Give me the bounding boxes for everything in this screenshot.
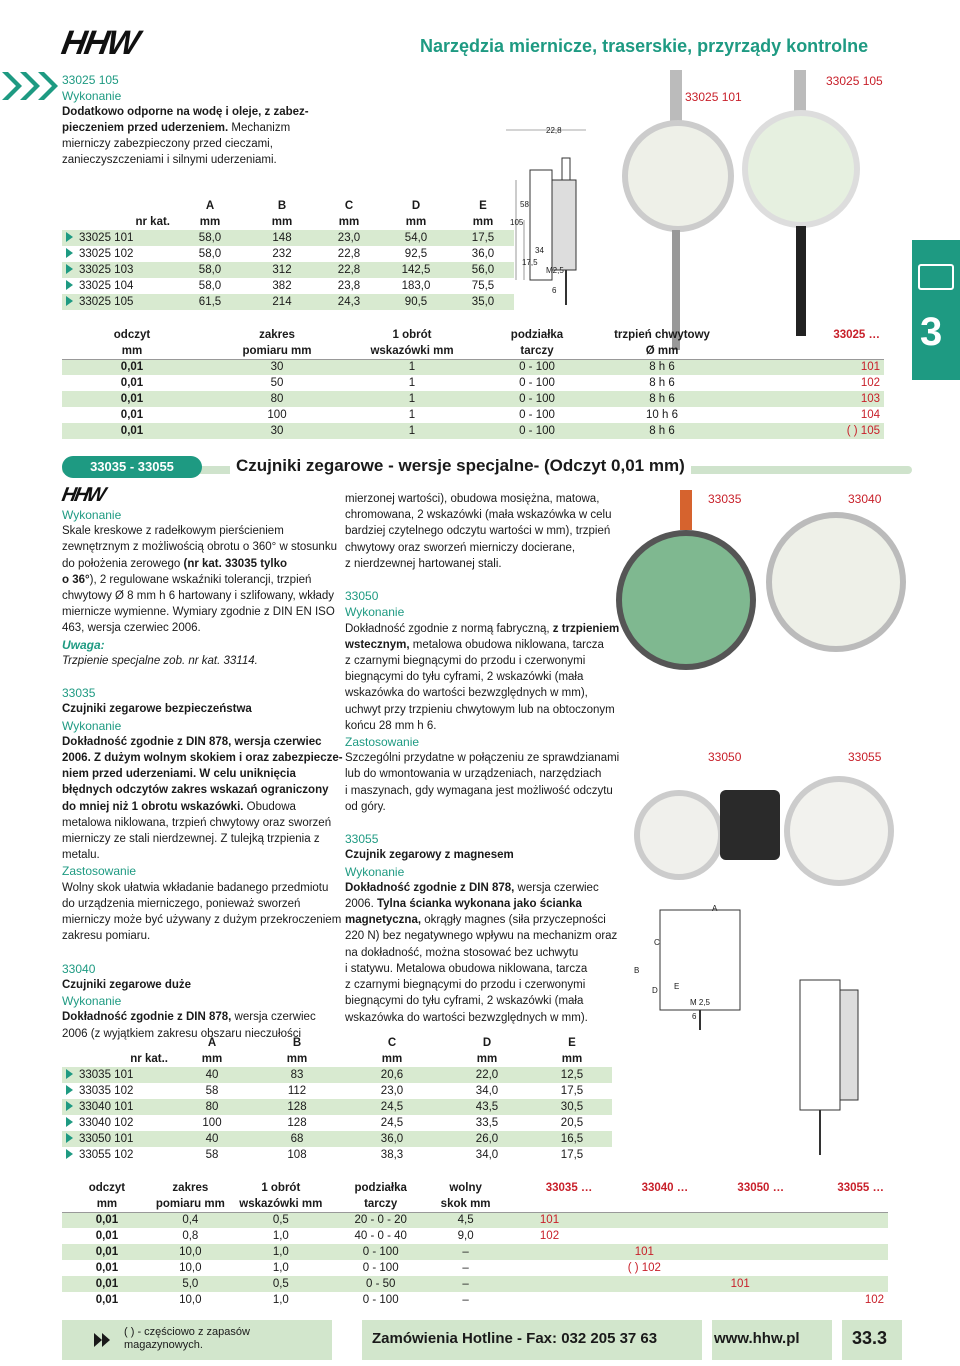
footer [62, 1320, 890, 1360]
intro-line: pieczeniem przed uderzeniem. Mechanizm [62, 122, 291, 134]
product-label-33025-105: 33025 105 [826, 74, 883, 88]
gauge-spindle [796, 226, 806, 336]
dimensions-table-33025 [62, 198, 514, 310]
dial-gauge-image [784, 776, 894, 886]
dim-label: 6 [552, 286, 557, 295]
col-letter: E [479, 200, 487, 212]
chevron-right-icon [92, 1332, 112, 1348]
gauge-body [720, 790, 780, 860]
page-number: 33.3 [852, 1328, 888, 1348]
section-code-pill: 33035 - 33055 [62, 456, 202, 478]
hhw-logo: HHW [60, 484, 106, 506]
table-row: 0,01 0,8 1,0 40 - 0 - 40 9,0 102 [95, 1230, 560, 1242]
table-row: 0,01 5,0 0,5 0 - 50 – 101 [62, 1276, 888, 1292]
footer-hotline: Zamówienia Hotline - Fax: 032 205 37 63 [372, 1330, 658, 1347]
table-row: 0,01 80 1 0 - 100 8 h 6 103 [62, 391, 884, 407]
dim-label: 34 [535, 246, 544, 255]
specs-table-33035: odczyt zakres 1 obrót podziałka wolny 33035 … 33040 … 33050 … 33055 … mm pomiaru mm wskazówki mm tarczy skok mm 0,01 0,4 0,5 20 - 0 - 20 4,5 101 0,01 0,8 1,0 40 - 0 - 40 9,0 102 0,01 10,0 1,0 0 - 100 – 101 0,01 10,0 1,0 0 - 100 – ( ) 102 0,01 5,0 0,5 0 - 50 – 101 0,01 10,0 1,0 0 - 100 – 102 [62, 1180, 888, 1308]
col-unit: mm [199, 216, 221, 228]
gauge-stem [680, 490, 692, 530]
dim-label: 22,8 [546, 126, 562, 135]
footer-url[interactable]: www.hhw.pl [714, 1330, 800, 1347]
table-row: 0,01 30 1 0 - 100 8 h 6 101 [62, 359, 884, 375]
footer-note: ( ) - częściowo z zapasów magazynowych. [124, 1326, 250, 1351]
dim-label: C [654, 938, 660, 947]
table-row: 0,01 10,0 1,0 0 - 100 – ( ) 102 [95, 1262, 661, 1274]
specs-table-33025: odczyt zakres 1 obrót podziałka trzpień chwytowy 33025 … mm pomiaru mm wskazówki mm tarczy Ø mm 0,01 30 1 0 - 100 8 h 6 101 0,01 50 1 0 - 100 8 h 6 102 0,01 80 1 0 - 100 8 h 6 103 0,01 100 1 0 - 100 10 h 6 104 0,01 30 1 0 - 100 8 h 6 ( ) 105 [62, 327, 884, 439]
chapter-number: 3 [920, 310, 943, 354]
dial-gauge-image [634, 790, 724, 880]
dial-gauge-image [622, 120, 734, 232]
intro-block [62, 72, 312, 168]
dim-label: M2,5 [546, 266, 564, 275]
product-label-33025-101: 33025 101 [685, 90, 742, 104]
col-letter: A [205, 200, 215, 212]
product-label-33050: 33050 [708, 750, 742, 764]
section-title: Czujniki zegarowe - wersje specjalne- (Odczyt 0,01 mm) [230, 456, 691, 476]
table-row: 33025 102 58,0 232 22,8 92,5 36,0 [62, 246, 514, 262]
table-row: 0,01 10,0 1,0 0 - 100 – 102 [95, 1294, 884, 1306]
col-letter: C [344, 200, 354, 212]
dim-label: 58 [520, 200, 529, 209]
col-unit: mm [271, 216, 293, 228]
table-row: 33040 101 80 128 24,5 43,5 30,5 [62, 1099, 612, 1115]
col-unit: mm [405, 216, 427, 228]
dimension-diagram-2 [620, 880, 900, 1170]
table-row: 0,01 30 1 0 - 100 8 h 6 ( ) 105 [62, 423, 884, 439]
table-row: 0,01 0,4 0,5 20 - 0 - 20 4,5 101 [62, 1212, 888, 1228]
dim-label: E [674, 982, 680, 991]
table-row: 0,01 100 1 0 - 100 10 h 6 104 [120, 409, 880, 421]
intro-line: Dodatkowo odporne na wodę i oleje, z zabez- [62, 106, 309, 118]
dim-label: 6 [692, 1012, 697, 1021]
description-column-1: Wykonanie Skale kreskowe z radełkowym pierścieniem zewnętrznym z możliwością obrotu o 360° w stosunku do położenia zerowego (nr kat. 33035 tylko o 36°), 2 regulowane wskaźniki tolerancji, trzpień chwytowy Ø 8 mm h 6 hartowany i szlifowany, wkłady miernicze wymienne. Wymiary zgodnie z DIN EN ISO 463, wersja czerwiec 2006. Uwaga: Trzpienie specjalne zob. nr kat. 33114. 33035 Czujniki zegarowe bezpieczeństwa Wykonanie Dokładność zgodnie z DIN 878, wersja czerwiec 2006. Z dużym wolnym skokiem i oraz zabezpiecze- niem przed uderzeniami. W celu uniknięcia błędnych odczytów zakres wskazań ograniczony do mniej niż 1 obrotu wskazówki. Obudowa metalowa niklowana, trzpień chwytowy oraz sworzeń mierniczy ze stali nierdzewnej. Z tulejką trzpienia z metalu. Zastosowanie Wolny skok ułatwia wkładanie badanego przedmiotu do urządzenia mierniczego, ponieważ sworzeń mierniczy może być używany z dużym przekroczeniem zakresu pomiaru. 33040 Czujniki zegarowe duże Wykonanie Dokładność zgodnie z DIN 878, wersja czerwiec 2006 (z wyjątkiem zakresu obszaru nieczułości [62, 508, 343, 1040]
table-row: 0,01 10,0 1,0 0 - 100 – 101 [62, 1244, 888, 1260]
intro-line: mierniczy zabezpieczony przed cieczami, [62, 138, 273, 150]
dim-label: D [652, 986, 658, 995]
intro-label: Wykonanie [62, 89, 122, 103]
table-row: 33025 101 58,0 148 23,0 54,0 17,5 [62, 230, 514, 246]
dial-gauge-image [616, 530, 756, 670]
dim-label: 17,5 [522, 258, 538, 267]
table-row: 33040 102 100 128 24,5 33,5 20,5 [62, 1115, 612, 1131]
dim-label: B [634, 966, 640, 975]
table-row: 0,01 50 1 0 - 100 8 h 6 102 [120, 377, 880, 389]
col-unit: mm [338, 216, 360, 228]
col-letter: B [277, 200, 287, 212]
table-row: 33025 103 58,0 312 22,8 142,5 56,0 [62, 262, 514, 278]
description-column-2: mierzonej wartości), obudowa mosiężna, matowa, chromowana, 2 wskazówki (mała wskazówka w celu bardziej czytelnego odczytu wartości w mm), trzpień chwytowy oraz sworzeń mierniczy docierane, z nierdzewnej hartowanej stali. 33050 Wykonanie Dokładność zgodnie z normą fabryczną, z trzpieniem wstecznym, metalowa obudowa niklowana, tarcza z czarnymi biegnącymi do przodu i czerwonymi biegnącymi do tyłu cyframi, 2 wskazówki (mała wskazówka do wartości bezwzględnych w mm), uchwyt przy trzpieniu chwytowym lub na obtoczonym końcu 28 mm h 6. Zastosowanie Szczególni przydatne w połączeniu ze sprawdzianami lub do wmontowania w urządzeniach, narzędziach i maszynach, gdy wymagana jest możliwość odczytu od góry. 33055 Czujnik zegarowy z magnesem Wykonanie Dokładność zgodnie z DIN 878, wersja czerwiec 2006. Tylna ścianka wykonana jako ścianka magnetyczna, okrągły magnes (siła przyczepności 220 N) bez negatywnego wpływu na mechanizm oraz na dokładność, można stosować bez uchwytu i statywu. Metalowa obudowa niklowana, tarcza z czarnymi biegnącymi do przodu i czerwonymi biegnącymi do tyłu cyframi, 2 wskazówki (mała wskazówka do wartości bezwzględnych w mm). [345, 493, 620, 1024]
product-label-33040: 33040 [848, 492, 882, 506]
caliper-icon [918, 264, 954, 290]
intro-code: 33025 105 [62, 73, 119, 87]
product-label-33055: 33055 [848, 750, 882, 764]
product-label-33035: 33035 [708, 492, 742, 506]
hhw-logo: HHW [58, 24, 141, 62]
table-row: 33025 105 61,5 214 24,3 90,5 35,0 [62, 294, 514, 310]
chapter-tab [912, 240, 960, 380]
dim-label: A [712, 904, 718, 913]
col-letter: D [411, 200, 421, 212]
dial-gauge-image [742, 110, 860, 228]
intro-line: zanieczyszczeniami i silnymi uderzeniami. [62, 154, 277, 166]
table-row: 33035 102 58 112 23,0 34,0 17,5 [62, 1083, 612, 1099]
table-row: 33035 101 40 83 20,6 22,0 12,5 [62, 1067, 612, 1083]
dial-gauge-image [766, 512, 906, 652]
chevrons-icon [0, 66, 60, 106]
col-header: nr kat. [135, 216, 170, 228]
table-row: 33050 101 40 68 36,0 26,0 16,5 [62, 1131, 612, 1147]
dimensions-table-33035: A B C D E nr kat.. mm mm mm mm mm 33035 101 40 83 20,6 22,0 12,5 33035 102 58 112 23,0 34,0 17,5 33040 101 80 128 24,5 43,5 30,5 33040 102 100 128 24,5 33,5 20,5 33050 101 40 68 36,0 26,0 16,5 33055 102 58 108 38,3 34,0 17,5 [62, 1035, 612, 1163]
table-row: 33025 104 58,0 382 23,8 183,0 75,5 [62, 278, 514, 294]
dim-label: 105 [510, 218, 524, 227]
dim-label: M 2,5 [690, 998, 711, 1007]
col-unit: mm [472, 216, 494, 228]
table-row: 33055 102 58 108 38,3 34,0 17,5 [62, 1147, 612, 1163]
page-header-title: Narzędzia miernicze, traserskie, przyrządy kontrolne [420, 36, 869, 56]
